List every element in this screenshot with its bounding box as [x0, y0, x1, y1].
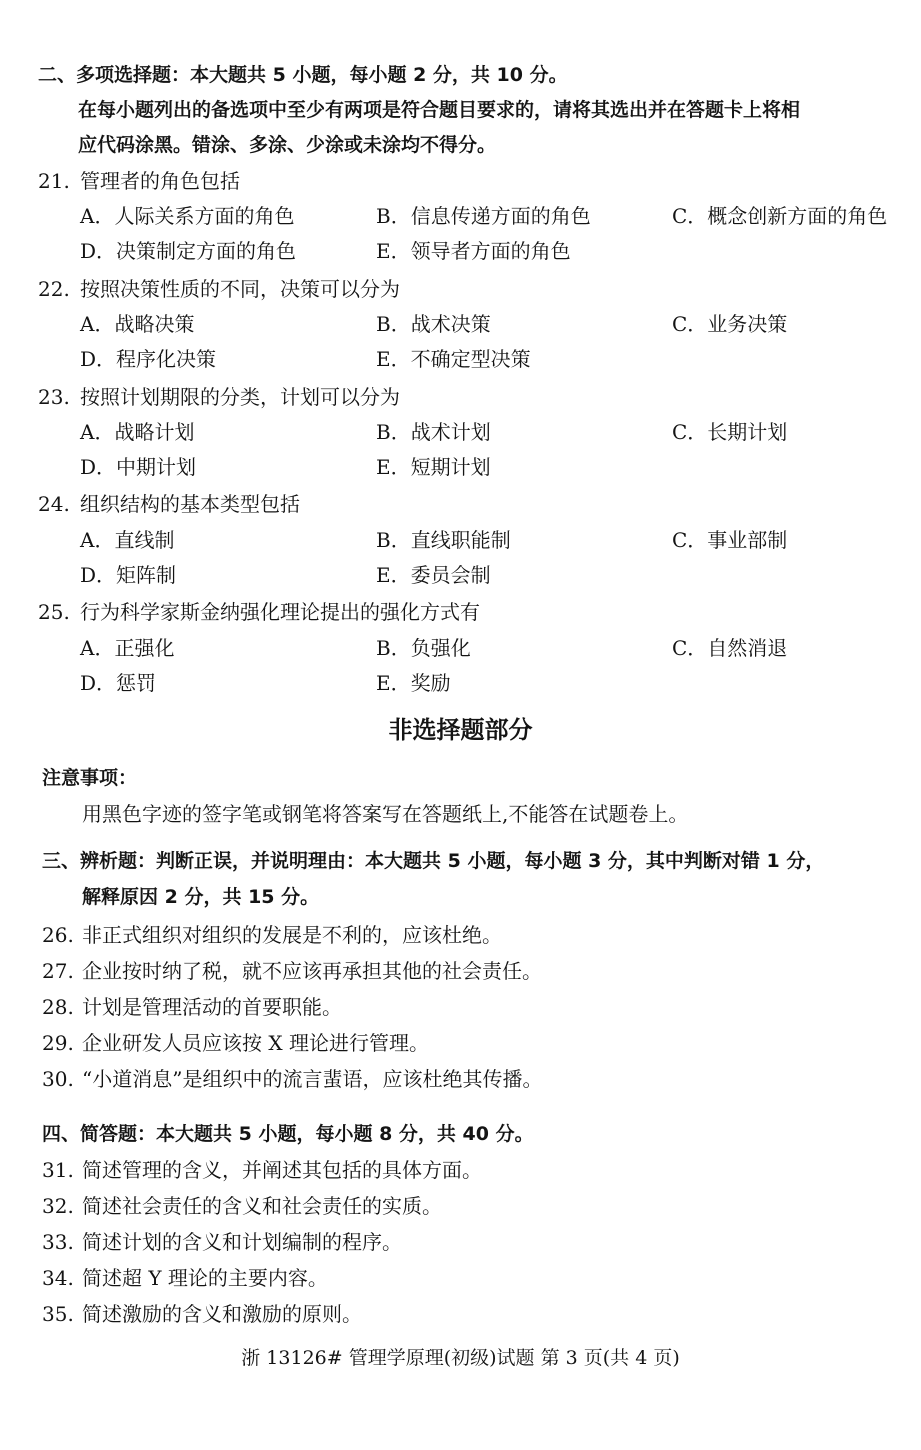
question-30-text: “小道消息”是组织中的流言蜚语，应该杜绝其传播。: [82, 1067, 543, 1091]
question-28-text: 计划是管理活动的首要职能。: [82, 995, 342, 1019]
question-21-option-a: A．人际关系方面的角色: [80, 204, 295, 228]
question-34-number: 34.: [42, 1266, 74, 1290]
question-23-option-a: A．战略计划: [80, 420, 195, 444]
section-2-instruction-line-2: 应代码涂黑。错涂、多涂、少涂或未涂均不得分。: [78, 134, 497, 156]
question-21-option-b: B．信息传递方面的角色: [376, 204, 591, 228]
question-22-option-b: B．战术决策: [376, 312, 491, 336]
question-24-option-e: E．委员会制: [376, 563, 491, 587]
section-4-title: 四、简答题：本大题共 5 小题，每小题 8 分，共 40 分。: [42, 1123, 534, 1145]
section-2-title: 二、多项选择题：本大题共 5 小题，每小题 2 分，共 10 分。: [38, 64, 568, 86]
question-34-text: 简述超 Y 理论的主要内容。: [82, 1266, 328, 1290]
question-27-text: 企业按时纳了税，就不应该再承担其他的社会责任。: [82, 959, 542, 983]
question-23-option-c: C．长期计划: [672, 420, 788, 444]
question-29-number: 29.: [42, 1031, 74, 1055]
section-3-title-line-1: 三、辨析题：判断正误，并说明理由：本大题共 5 小题，每小题 3 分，其中判断对错 1 分，: [42, 850, 825, 872]
question-24-option-c: C．事业部制: [672, 528, 788, 552]
question-25-option-e: E．奖励: [376, 671, 451, 695]
question-26-number: 26.: [42, 923, 74, 947]
question-21-number: 21.: [38, 169, 70, 193]
notice-title: 注意事项：: [42, 767, 138, 789]
question-24-option-a: A．直线制: [80, 528, 175, 552]
question-21-option-e: E．领导者方面的角色: [376, 239, 571, 263]
question-27-number: 27.: [42, 959, 74, 983]
question-25-number: 25.: [38, 600, 70, 624]
non-choice-section-heading: 非选择题部分: [388, 716, 533, 744]
question-23-number: 23.: [38, 385, 70, 409]
question-25-option-b: B．负强化: [376, 636, 471, 660]
question-25-option-a: A．正强化: [80, 636, 175, 660]
question-32-text: 简述社会责任的含义和社会责任的实质。: [82, 1194, 442, 1218]
question-32-number: 32.: [42, 1194, 74, 1218]
question-21-option-c: C．概念创新方面的角色: [672, 204, 888, 228]
question-28-number: 28.: [42, 995, 74, 1019]
question-21-text: 管理者的角色包括: [80, 169, 240, 193]
question-35-text: 简述激励的含义和激励的原则。: [82, 1302, 362, 1326]
question-25-text: 行为科学家斯金纳强化理论提出的强化方式有: [80, 600, 480, 624]
question-23-option-e: E．短期计划: [376, 455, 491, 479]
question-25-option-d: D．惩罚: [80, 671, 157, 695]
page-footer: 浙 13126# 管理学原理(初级)试题 第 3 页(共 4 页): [241, 1347, 680, 1369]
question-33-text: 简述计划的含义和计划编制的程序。: [82, 1230, 402, 1254]
question-22-option-e: E．不确定型决策: [376, 347, 531, 371]
question-22-option-d: D．程序化决策: [80, 347, 217, 371]
question-22-option-a: A．战略决策: [80, 312, 195, 336]
question-23-text: 按照计划期限的分类，计划可以分为: [80, 385, 400, 409]
question-24-option-d: D．矩阵制: [80, 563, 177, 587]
question-23-option-b: B．战术计划: [376, 420, 491, 444]
question-22-number: 22.: [38, 277, 70, 301]
question-29-text: 企业研发人员应该按 X 理论进行管理。: [82, 1031, 429, 1055]
question-35-number: 35.: [42, 1302, 74, 1326]
section-3-title-line-2: 解释原因 2 分，共 15 分。: [82, 886, 320, 908]
question-21-option-d: D．决策制定方面的角色: [80, 239, 297, 263]
question-24-text: 组织结构的基本类型包括: [80, 492, 300, 516]
question-31-text: 简述管理的含义，并阐述其包括的具体方面。: [82, 1158, 482, 1182]
question-31-number: 31.: [42, 1158, 74, 1182]
question-30-number: 30.: [42, 1067, 74, 1091]
question-24-number: 24.: [38, 492, 70, 516]
question-23-option-d: D．中期计划: [80, 455, 197, 479]
question-26-text: 非正式组织对组织的发展是不利的，应该杜绝。: [82, 923, 502, 947]
question-22-text: 按照决策性质的不同，决策可以分为: [80, 277, 400, 301]
question-24-option-b: B．直线职能制: [376, 528, 511, 552]
question-33-number: 33.: [42, 1230, 74, 1254]
notice-text: 用黑色字迹的签字笔或钢笔将答案写在答题纸上,不能答在试题卷上。: [82, 802, 689, 826]
question-25-option-c: C．自然消退: [672, 636, 788, 660]
section-2-instruction-line-1: 在每小题列出的备选项中至少有两项是符合题目要求的，请将其选出并在答题卡上将相: [78, 99, 801, 121]
question-22-option-c: C．业务决策: [672, 312, 788, 336]
